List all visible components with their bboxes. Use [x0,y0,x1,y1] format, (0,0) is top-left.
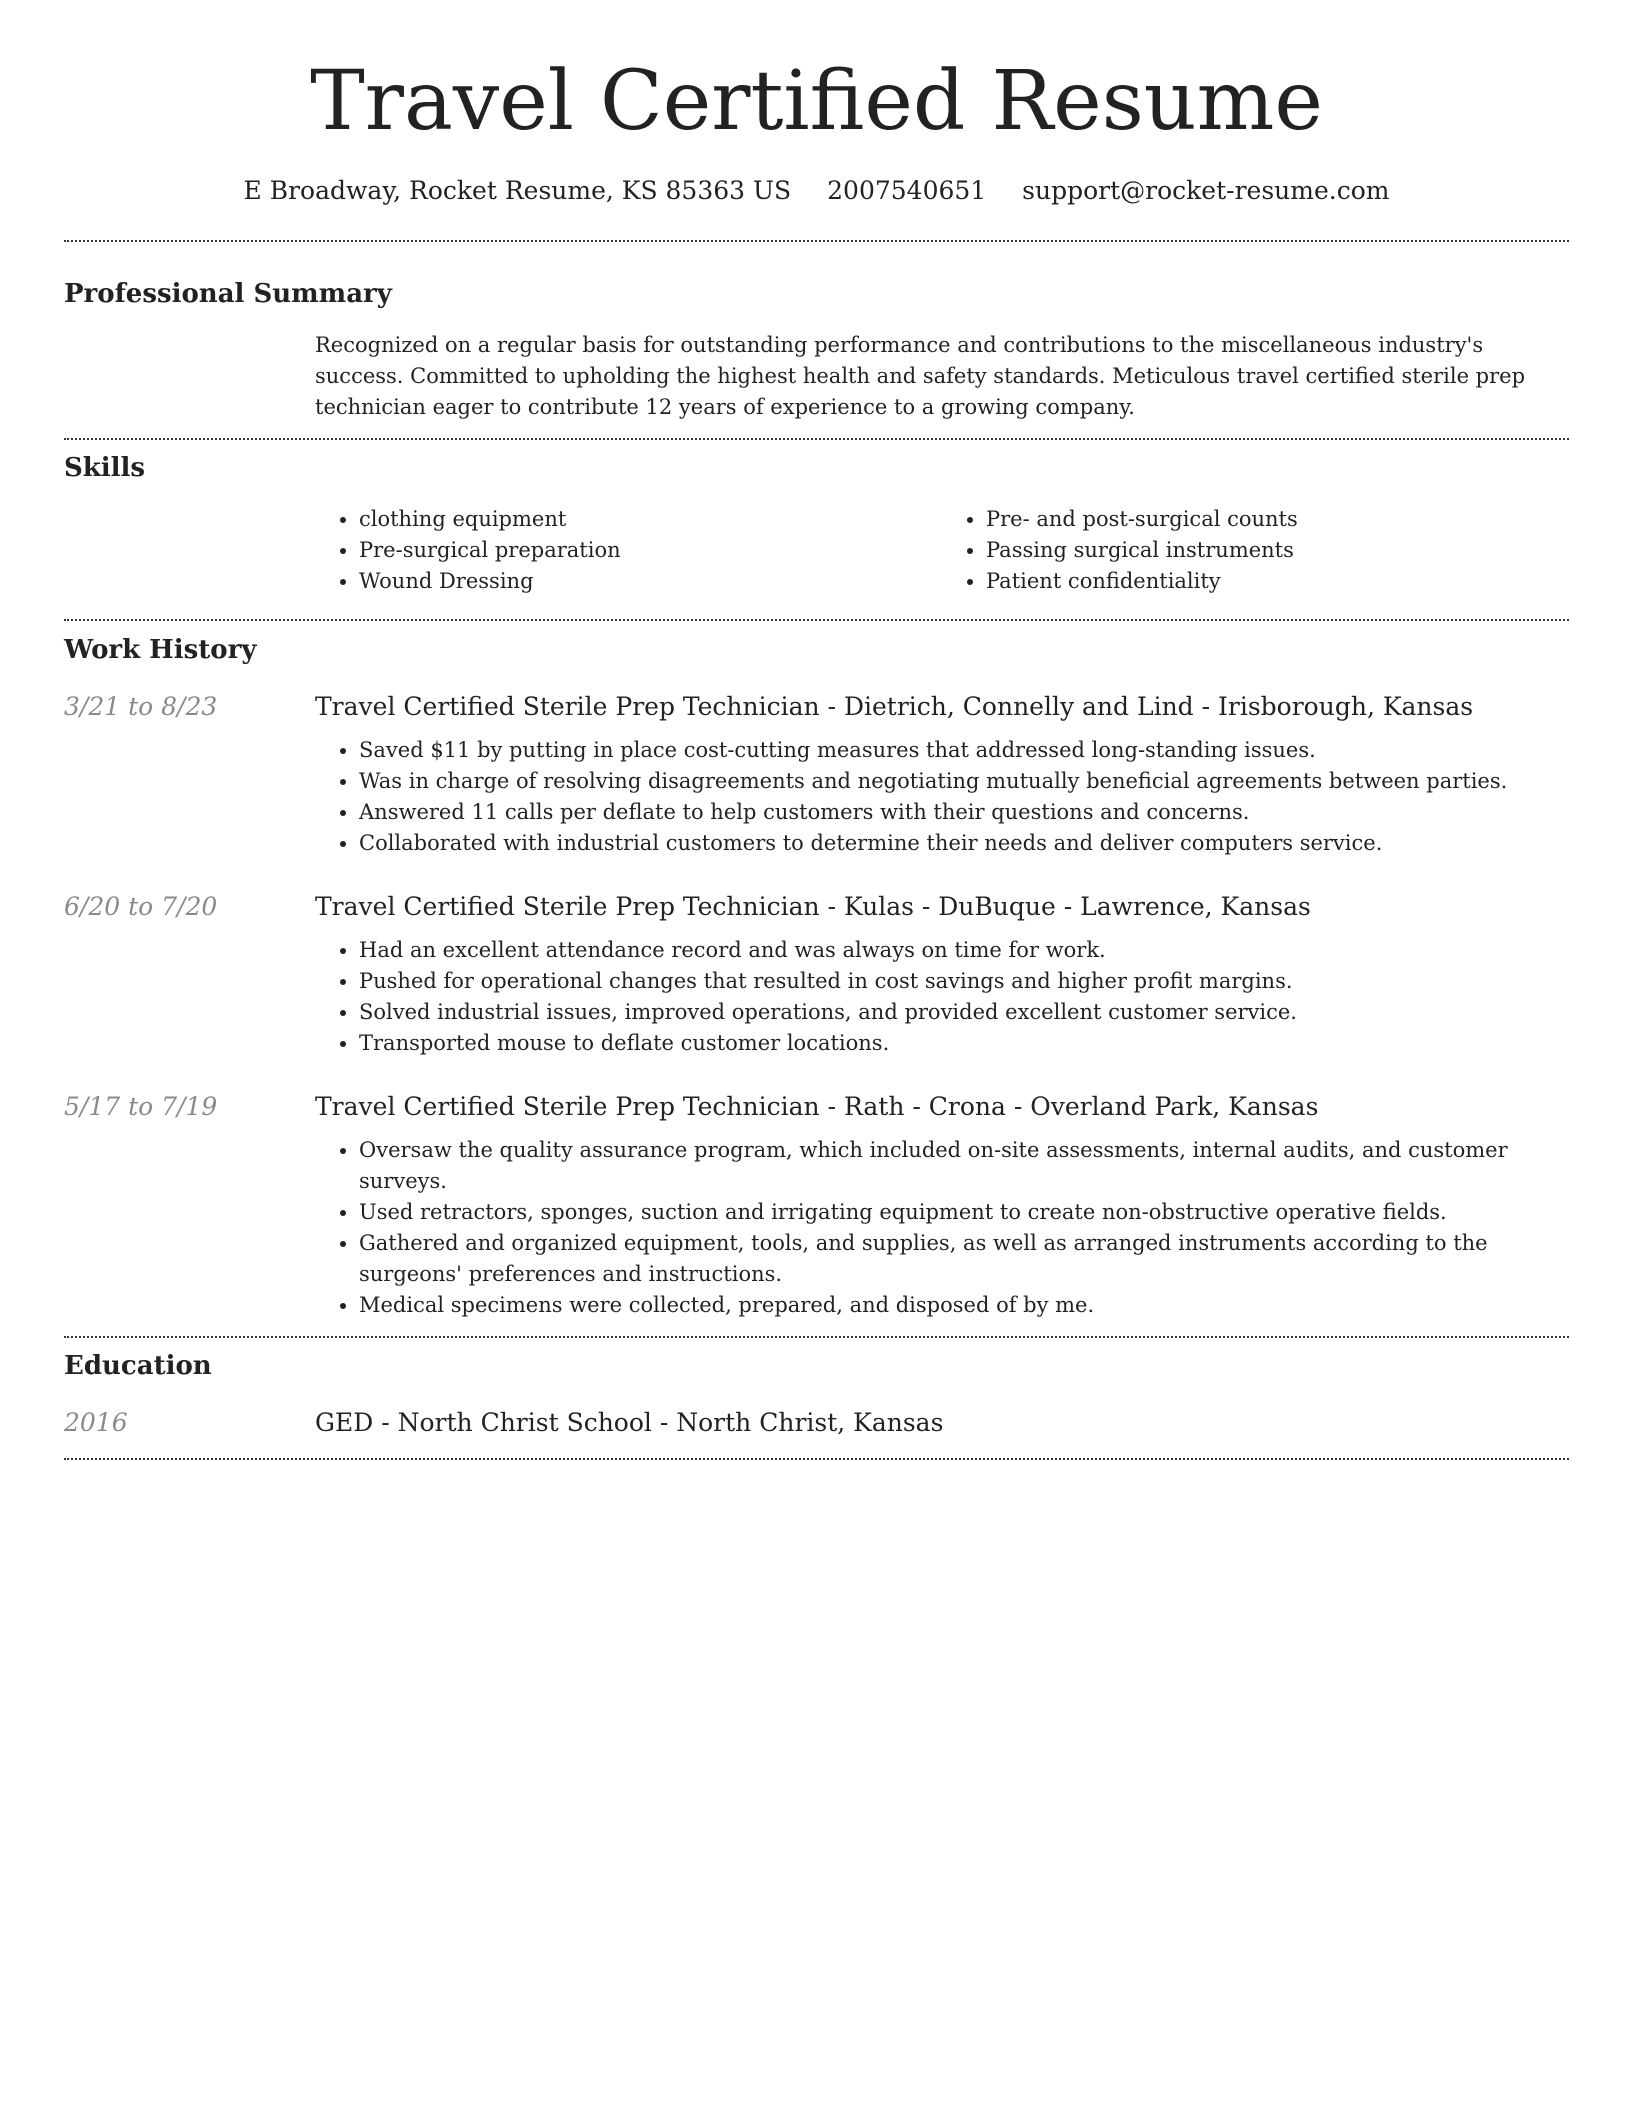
job-dates: 5/17 to 7/19 [64,1092,218,1121]
job-bullet: • Medical specimens were collected, prepared, and disposed of by me. [359,1290,1569,1321]
contact-line [64,174,1569,208]
job-bullet: • Used retractors, sponges, suction and irrigating equipment to create non-obstructive operative fields. [359,1197,1569,1228]
skill-item: • clothing equipment [359,504,942,535]
job-title: Travel Certified Sterile Prep Technician - Rath - Crona - Overland Park, Kansas [315,1092,1319,1121]
skill-item: • Passing surgical instruments [986,535,1569,566]
divider [64,1336,1569,1338]
skills-list-right [942,504,1569,597]
job-bullet: • Had an excellent attendance record and was always on time for work. [359,935,1569,966]
job-bullets [315,935,1569,1059]
education-entry [64,1405,1569,1441]
summary-section [64,276,1569,423]
contact-phone: 2007540651 [827,176,987,205]
job-bullet: • Answered 11 calls per deflate to help customers with their questions and concerns. [359,797,1569,828]
job-bullet: • Solved industrial issues, improved operations, and provided excellent customer service. [359,997,1569,1028]
job-bullet: • Gathered and organized equipment, tools, and supplies, as well as arranged instruments according to the surgeons' preferences and instructions. [359,1228,1569,1290]
job-bullets [315,735,1569,859]
summary-text: Recognized on a regular basis for outstanding performance and contributions to the miscellaneous industry's success. Committed to upholding the highest health and safety standards. Meticulous travel certified sterile prep technician eager to contribute 12 years of experience to a growing company. [315,333,1526,419]
job-title: Travel Certified Sterile Prep Technician - Dietrich, Connelly and Lind - Irisborough, Kansas [315,692,1474,721]
skills-section [64,450,1569,597]
work-section [64,632,1569,1321]
divider [64,619,1569,621]
resume-page [64,0,1569,1460]
job-bullets [315,1135,1569,1321]
job-bullet: • Transported mouse to deflate customer locations. [359,1028,1569,1059]
education-detail: GED - North Christ School - North Christ, Kansas [315,1408,944,1437]
divider [64,1458,1569,1460]
education-year: 2016 [64,1408,128,1437]
summary-heading: Professional Summary [64,279,392,309]
job-dates: 6/20 to 7/20 [64,892,218,921]
job-bullet: • Collaborated with industrial customers to determine their needs and deliver computers service. [359,828,1569,859]
education-heading: Education [64,1351,212,1381]
skill-item: • Patient confidentiality [986,566,1569,597]
divider [64,438,1569,440]
skill-item: • Pre- and post-surgical counts [986,504,1569,535]
education-section [64,1348,1569,1441]
job-bullet: • Was in charge of resolving disagreements and negotiating mutually beneficial agreements between parties. [359,766,1569,797]
resume-name: Travel Certified Resume [310,54,1323,149]
skills-heading: Skills [64,453,146,483]
job-bullet: • Oversaw the quality assurance program, which included on-site assessments, internal audits, and customer surveys. [359,1135,1569,1197]
job-dates: 3/21 to 8/23 [64,692,218,721]
job-bullet: • Pushed for operational changes that resulted in cost savings and higher profit margins. [359,966,1569,997]
job-title: Travel Certified Sterile Prep Technician - Kulas - DuBuque - Lawrence, Kansas [315,892,1311,921]
work-heading: Work History [64,635,257,665]
contact-address: E Broadway, Rocket Resume, KS 85363 US [243,176,792,205]
divider [64,240,1569,242]
skill-item: • Pre-surgical preparation [359,535,942,566]
contact-email: support@rocket-resume.com [1022,176,1390,205]
job-entry [64,1089,1569,1321]
job-bullet: • Saved $11 by putting in place cost-cutting measures that addressed long-standing issues. [359,735,1569,766]
job-entry [64,889,1569,1059]
job-entry [64,689,1569,859]
skills-list-left [315,504,942,597]
skill-item: • Wound Dressing [359,566,942,597]
